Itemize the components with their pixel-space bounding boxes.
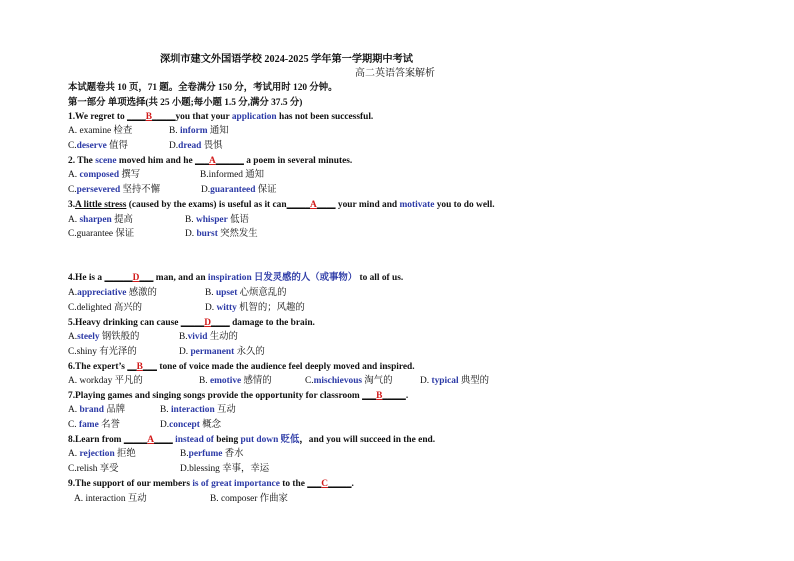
q1-option-d-word: dread [178,141,202,151]
q9-blank-right: _____ [328,479,352,489]
q7-option-b-letter: B. [160,405,171,415]
q8-stem-mid: being [213,435,241,445]
q4-option-d-cn: 机智的；风趣的 [236,303,305,313]
section-heading: 第一部分 单项选择(共 25 小题;每小题 1.5 分,满分 37.5 分) [68,98,303,108]
q1-option-d-letter: D. [169,141,179,151]
question-2 [68,155,352,167]
q2-option-a-word: composed [79,170,120,180]
q6-option-b-word: emotive [209,376,242,386]
q4-blank-right: ___ [139,273,154,283]
q5-option-d [179,346,265,358]
q2-option-d-cn: 保证 [255,185,277,195]
q6-option-c-letter: C. [305,376,314,386]
q3-option-a-word: sharpen [79,215,112,225]
q4-option-a-word: appreciative [77,288,127,298]
q7-option-a-cn: 品牌 [103,405,126,415]
q4-answer: D [132,273,140,283]
q6-option-a: A. workday 平凡的 [68,376,143,386]
q4-option-a-letter: A. [68,288,78,298]
q8-keyword-2: put down 贬低 [240,435,300,445]
q8-option-b [180,448,244,460]
q4-option-d [205,302,305,314]
q8-blank-left: _____ [123,435,148,445]
q9-stem-mid: to the [279,479,308,489]
q7-option-a-word: brand [79,405,104,415]
q4-option-b-letter: B. [205,288,216,298]
q7-option-b [160,404,236,416]
q8-answer: A [147,435,155,445]
q3-option-a-cn: 提高 [111,215,133,225]
q1-option-b-cn: 通知 [207,126,229,136]
q6-stem-post: tone of voice made the audience feel deeply moved and inspired. [156,362,415,372]
q7-options-row1 [68,404,236,416]
q8-stem-post: ，and you will succeed in the end. [299,435,436,445]
q5-option-a-letter: A. [68,332,78,342]
q4-blank-left: ______ [104,273,133,283]
q1-option-d-cn: 畏惧 [201,141,223,151]
q7-stem-post: . [405,391,409,401]
q9-keyword: is of great importance [192,479,280,489]
q1-blank-right: _____ [152,112,176,122]
q3-options-row1 [68,214,249,226]
q9-stem-pre: 9.The support of our members [68,479,193,489]
q8-options-row2 [68,463,270,475]
q9-options-row [74,493,288,505]
q2-option-c-word: persevered [76,185,121,195]
question-3 [68,199,495,211]
q6-option-c-cn: 淘气的 [362,376,393,386]
question-9 [68,478,354,490]
q2-option-d [201,184,277,196]
question-7 [68,390,408,402]
q8-option-b-letter: B. [180,449,189,459]
q6-option-d-letter: D. [420,376,432,386]
q4-option-d-letter: D. [205,303,217,313]
q8-option-a-cn: 拒绝 [114,449,136,459]
q1-options-row1 [68,125,229,137]
q5-option-a [68,332,139,342]
q3-keyword-2: motivate [399,200,435,210]
q7-option-a [68,405,125,415]
q1-option-b-letter: B. [169,126,180,136]
q3-blank-left: _____ [286,200,311,210]
q1-stem-post2: has not been successful. [276,112,374,122]
q7-option-c-cn: 名誉 [98,420,120,430]
q4-option-b-word: upset [215,288,238,298]
q2-stem-pre: 2. The [68,156,96,166]
q7-option-d-cn: 概念 [199,420,221,430]
q7-option-b-cn: 互动 [214,405,236,415]
q3-blank-right: ____ [316,200,336,210]
q6-blank-left: __ [127,362,137,372]
q8-option-d: D.blessing 幸事，幸运 [180,464,270,474]
q8-option-b-word: perfume [188,449,223,459]
q2-blank-left: ___ [194,156,210,166]
q7-option-d-word: concept [169,420,200,430]
q3-option-b-word: whisper [195,215,228,225]
q3-option-a-letter: A. [68,215,80,225]
q6-options-row [68,375,490,387]
q5-answer: D [204,318,211,328]
q4-stem-mid: man, and an [153,273,208,283]
q7-option-c-letter: C. [68,420,79,430]
q2-option-b: B.informed 通知 [200,170,265,180]
q7-options-row2 [68,419,221,431]
q7-option-b-word: interaction [170,405,215,415]
q5-stem-post: damage to the brain. [229,318,315,328]
q5-blank-right: ____ [211,318,230,328]
q5-options-row2 [68,346,265,358]
q3-options-row2 [68,228,258,240]
q8-keyword: instead of [172,435,214,445]
q2-option-d-word: guaranteed [210,185,256,195]
q5-option-b-cn: 生动的 [207,332,238,342]
q3-stem-pre: 3. [68,200,76,210]
q4-stem-pre: 4.He is a [68,273,105,283]
q8-option-c: C.relish 享受 [68,464,119,474]
q2-option-c-letter: C. [68,185,77,195]
q2-option-d-letter: D. [201,185,211,195]
q1-option-c [68,141,128,151]
q4-options-row2 [68,302,305,314]
q2-option-c-cn: 坚持不懈 [120,185,161,195]
q6-option-b [199,375,272,387]
q5-option-d-cn: 永久的 [234,347,265,357]
q3-option-d [185,228,258,240]
q3-option-b [185,214,249,226]
q6-stem-pre: 6.The expert’s [68,362,128,372]
q2-options-row2 [68,184,277,196]
q9-stem-post: . [351,479,354,489]
q6-option-d-cn: 典型的 [458,376,490,386]
q4-option-c: C.delighted 高兴的 [68,303,142,313]
q6-option-c [305,375,393,387]
q4-option-a [68,288,157,298]
q7-option-c-word: fame [78,420,99,430]
q6-blank-right: ___ [142,362,157,372]
q1-option-d [169,140,223,152]
q5-option-b [179,331,238,343]
q1-option-c-word: deserve [76,141,107,151]
q8-option-a-word: rejection [79,449,115,459]
q1-option-a: A. examine 检查 [68,126,133,136]
q2-blank-right: ______ [215,156,244,166]
q5-option-b-letter: B. [179,332,188,342]
exam-info: 本试题卷共 10 页，71 题。全卷满分 150 分，考试用时 120 分钟。 [68,83,338,93]
q8-option-a [68,449,136,459]
q6-answer: B [136,362,143,372]
q8-option-a-letter: A. [68,449,80,459]
question-8 [68,434,435,446]
q5-option-c: C.shiny 有光泽的 [68,347,137,357]
q4-options-row1 [68,287,287,299]
question-4 [68,272,403,284]
q5-option-d-word: permanent [190,347,235,357]
q9-answer: C [321,479,329,489]
q1-blank-left: ____ [127,112,146,122]
q3-option-d-letter: D. [185,229,197,239]
q3-stem-post2: you to do well. [434,200,495,210]
q7-option-a-letter: A. [68,405,80,415]
q8-stem-pre: 8.Learn from [68,435,124,445]
q3-stem-mid: (caused by the exams) is useful as it can [126,200,287,210]
q9-blank-left: ___ [307,479,322,489]
q7-option-c [68,420,120,430]
q2-option-a-cn: 撰写 [119,170,141,180]
q5-option-a-cn: 钢铁般的 [99,332,140,342]
q6-option-b-letter: B. [199,376,210,386]
q7-blank-right: _____ [382,391,406,401]
question-5 [68,317,315,329]
q8-option-b-cn: 香水 [222,449,244,459]
q3-keyword: A little stress [75,200,127,210]
q5-option-b-word: vivid [187,332,208,342]
question-1 [68,111,373,123]
q1-option-b-word: inform [179,126,208,136]
q3-option-a [68,215,133,225]
page-title: 深圳市建文外国语学校 2024-2025 学年第一学期期中考试 [160,54,413,65]
q6-option-d [420,375,489,387]
q8-options-row1 [68,448,244,460]
q6-option-d-word: typical [431,376,459,386]
question-6 [68,361,415,373]
q1-option-c-letter: C. [68,141,77,151]
q5-blank-left: _____ [180,318,205,328]
q3-option-b-letter: B. [185,215,196,225]
q2-keyword: scene [95,156,117,166]
q4-keyword: inspiration 日发灵感的人（或事物） [207,273,358,283]
q1-option-c-cn: 值得 [106,141,128,151]
q5-options-row1 [68,331,238,343]
q4-option-d-word: witty [216,303,237,313]
q5-option-a-word: steely [77,332,100,342]
q1-stem-post1: you that your [175,112,232,122]
q4-option-a-cn: 感激的 [126,288,157,298]
q7-stem-pre: 7.Playing games and singing songs provide the opportunity for classroom [68,391,363,401]
q2-option-c [68,185,160,195]
q9-option-b: B. composer 作曲家 [210,494,288,504]
q6-option-b-cn: 感情的 [241,376,272,386]
q7-blank-left: ___ [362,391,377,401]
q1-keyword: application [231,112,277,122]
page-subtitle: 高二英语答案解析 [355,68,435,79]
q2-option-a-letter: A. [68,170,80,180]
q4-stem-post: to all of us. [357,273,404,283]
q7-option-d-letter: D. [160,420,170,430]
q4-option-b-cn: 心烦意乱的 [237,288,287,298]
q3-answer: A [310,200,317,210]
q5-option-d-letter: D. [179,347,191,357]
q4-option-b [205,287,287,299]
q7-option-d [160,419,221,431]
q3-stem-post1: your mind and [335,200,400,210]
q2-stem-mid: moved him and he [116,156,195,166]
q1-stem-pre: 1.We regret to [68,112,128,122]
q3-option-c: C.guarantee 保证 [68,229,135,239]
q2-options-row1 [68,169,265,181]
q9-option-a: A. interaction 互动 [74,494,147,504]
q3-option-d-cn: 突然发生 [217,229,258,239]
q1-answer: B [145,112,153,122]
q3-option-b-cn: 低语 [227,215,249,225]
q2-stem-post: a poem in several minutes. [243,156,353,166]
q1-option-b [169,125,229,137]
q2-answer: A [209,156,216,166]
q7-answer: B [376,391,383,401]
q5-stem-pre: 5.Heavy drinking can cause [68,318,181,328]
q6-option-c-word: mischievous [313,376,363,386]
q2-option-a [68,170,140,180]
q1-options-row2 [68,140,223,152]
q8-blank-right: ____ [154,435,173,445]
q3-option-d-word: burst [196,229,218,239]
